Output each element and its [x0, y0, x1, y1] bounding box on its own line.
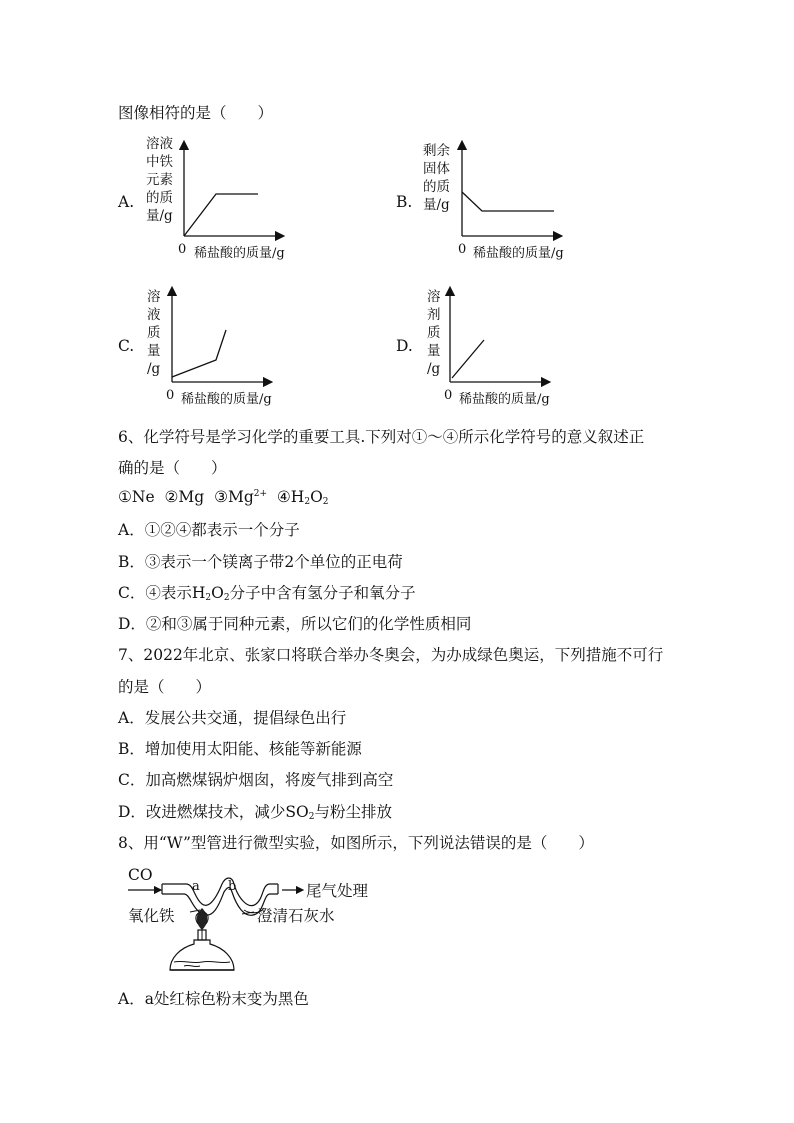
- graph-a-ylabel: 溶液 中铁 元素 的质 量/g: [146, 136, 173, 224]
- q7-option-c: C．加高燃煤锅炉烟囱，将废气排到高空: [118, 771, 394, 789]
- intro-line: 图像相符的是（ ）: [118, 104, 274, 122]
- graph-b-curve: [462, 192, 554, 211]
- exhaust-label: 尾气处理: [306, 882, 369, 900]
- q7-option-a: A．发展公共交通，提倡绿色出行: [118, 709, 347, 727]
- q8-stem: 8、用“W”型管进行微型实验，如图所示，下列说法错误的是（ ）: [118, 834, 594, 852]
- graph-c-xlabel: 稀盐酸的质量/g: [181, 392, 272, 407]
- graph-d-origin: 0: [444, 388, 453, 403]
- graph-c-letter: C.: [118, 337, 135, 355]
- graph-b-plot: [458, 142, 568, 242]
- label-a: a: [192, 879, 200, 894]
- q8-option-a: A．a处红棕色粉末变为黑色: [118, 990, 309, 1008]
- q6-option-c: C．④表示$H_2O_2$分子中含有氢分子和氧分子: [118, 584, 416, 603]
- q7-stem-line1: 7、2022年北京、张家口将联合举办冬奥会，为办成绿色奥运，下列措施不可行: [118, 646, 664, 664]
- q6-stem-line1: 6、化学符号是学习化学的重要工具.下列对①～④所示化学符号的意义叙述正: [118, 428, 645, 446]
- co-label: CO: [128, 866, 153, 884]
- alcohol-lamp: [170, 940, 234, 970]
- graph-b-ylabel: 剩余 固体 的质 量/g: [423, 143, 450, 213]
- graph-d-xlabel: 稀盐酸的质量/g: [459, 392, 550, 407]
- graph-c-origin: 0: [166, 388, 175, 403]
- graph-d-curve: [452, 340, 484, 378]
- q6-option-b: B．③表示一个镁离子带2个单位的正电荷: [118, 553, 403, 571]
- q6-option-d: D．②和③属于同种元素，所以它们的化学性质相同: [118, 615, 472, 633]
- graph-a-curve: [184, 194, 258, 236]
- graph-c-curve: [172, 330, 226, 377]
- graph-a-letter: A.: [118, 193, 135, 211]
- graph-d-plot: [446, 288, 556, 388]
- graph-c-plot: [168, 288, 278, 388]
- q6-stem-line2: 确的是（ ）: [118, 459, 227, 477]
- q7-option-b: B．增加使用太阳能、核能等新能源: [118, 740, 362, 758]
- graph-c-ylabel: 溶 液 质 量 /g: [147, 289, 161, 377]
- q7-option-d: D．改进燃煤技术，减少$SO_2$与粉尘排放: [118, 803, 393, 822]
- graph-b-letter: B.: [396, 193, 413, 211]
- label-b: b: [228, 879, 237, 894]
- graph-b-origin: 0: [458, 242, 467, 257]
- iron-oxide-label: 氧化铁: [128, 907, 175, 925]
- q6-symbols: ①Ne ②Mg $③Mg^{2+}$ $④H_2O_2$: [118, 488, 329, 507]
- graph-d-letter: D.: [396, 337, 413, 355]
- q7-stem-line2: 的是（ ）: [118, 678, 212, 696]
- limewater-label: 澄清石灰水: [257, 907, 335, 925]
- q6-option-a: A．①②④都表示一个分子: [118, 521, 300, 539]
- graph-b-xlabel: 稀盐酸的质量/g: [473, 246, 564, 261]
- graph-a-xlabel: 稀盐酸的质量/g: [194, 246, 285, 261]
- graph-a-origin: 0: [178, 242, 187, 257]
- graph-a-plot: [180, 142, 290, 242]
- graph-d-ylabel: 溶 剂 质 量 /g: [427, 289, 441, 377]
